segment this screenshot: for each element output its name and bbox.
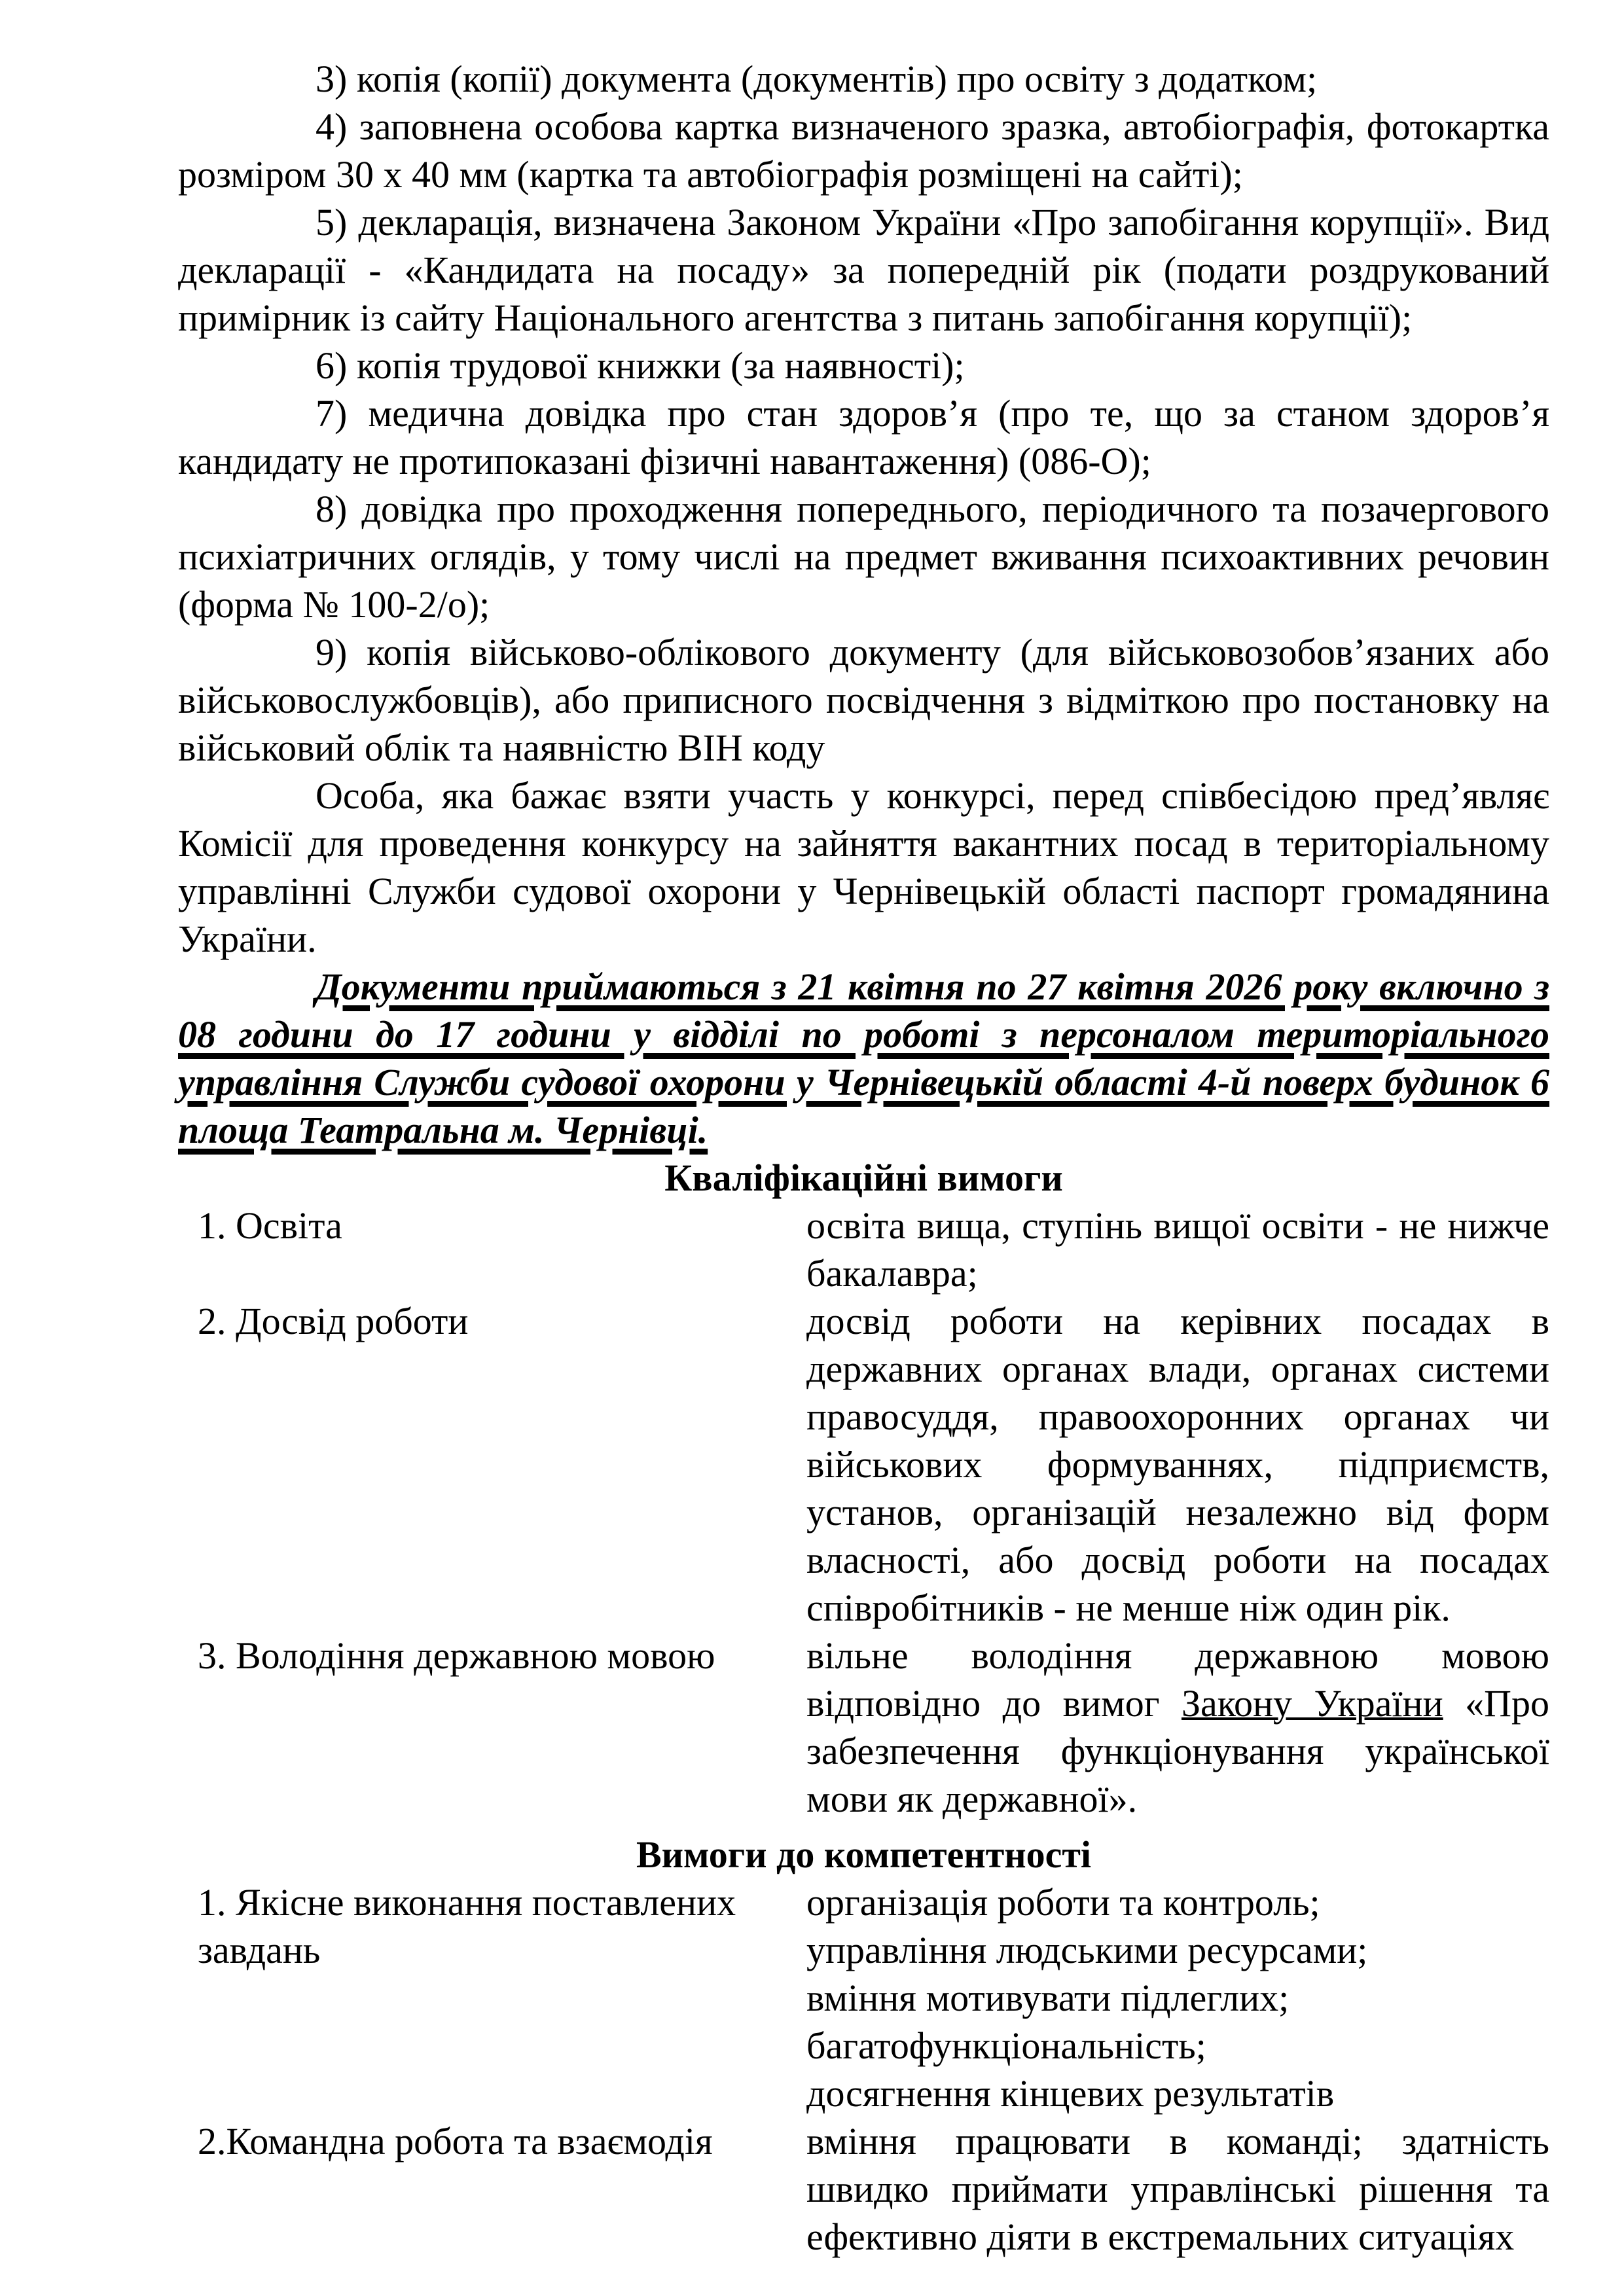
- table-row: [178, 1202, 1549, 1297]
- qualification-row-language-value: [806, 1632, 1549, 1823]
- competence-row-teamwork-value: вміння працювати в команді; здатність швидко приймати управлінські рішення та ефективно діяти в екстремальних ситуаціях: [806, 2120, 1549, 2258]
- table-row: [178, 1297, 1549, 1632]
- paragraph-applicant-info: Особа, яка бажає взяти участь у конкурсі, перед співбесідою пред’являє Комісії для проведення конкурсу на зайняття вакантних посад в територіальному управлінні Служби судової охорони у Чернівецькій області паспорт громадянина України.: [178, 774, 1549, 960]
- competence-quality-line: управління людськими ресурсами;: [806, 1929, 1368, 1971]
- documents-acceptance-notice: Документи приймаються з 21 квітня по 27 квітня 2026 року включно з 08 години до 17 години у відділі по роботі з персоналом територіального управління Служби судової охорони у Чернівецькій області 4-й поверх будинок 6 площа Театральна м. Чернівці.: [178, 965, 1549, 1151]
- paragraph-item-7: 7) медична довідка про стан здоров’я (про те, що за станом здоров’я кандидату не протипоказані фізичні навантаження) (086-О);: [178, 392, 1549, 482]
- competence-quality-line: багатофункціональність;: [806, 2024, 1206, 2067]
- competence-quality-line: організація роботи та контроль;: [806, 1881, 1320, 1924]
- law-of-ukraine-underlined-reference: Закону України: [1181, 1682, 1443, 1725]
- paragraph-item-5: 5) декларація, визначена Законом України «Про запобігання корупції». Вид декларації - «Кандидата на посаду» за попередній рік (подати роздрукований примірник із сайту Національного агентства з питань запобігання корупції);: [178, 201, 1549, 339]
- qualification-row-experience-label: 2. Досвід роботи: [198, 1300, 469, 1342]
- competence-row-quality-value: [806, 1878, 1549, 2117]
- paragraph-item-8: 8) довідка про проходження попереднього, періодичного та позачергового психіатричних оглядів, у тому числі на предмет вживання психоактивних речовин (форма № 100-2/о);: [178, 488, 1549, 626]
- competence-row-quality-label: 1. Якісне виконання поставлених завдань: [198, 1881, 736, 1971]
- qualification-row-education-value: освіта вища, ступінь вищої освіти - не нижче бакалавра;: [806, 1204, 1549, 1295]
- table-row: [178, 1878, 1549, 2117]
- competence-quality-line: досягнення кінцевих результатів: [806, 2072, 1335, 2115]
- language-value-after: «Про забезпечення функціонування української мови як державної».: [806, 1682, 1549, 1820]
- qualification-row-language-label: 3. Володіння державною мовою: [198, 1634, 715, 1677]
- qualification-requirements-heading: Кваліфікаційні вимоги: [664, 1157, 1063, 1199]
- paragraph-item-6: 6) копія трудової книжки (за наявності);: [316, 344, 965, 387]
- competence-requirements-heading: Вимоги до компетентності: [636, 1833, 1092, 1876]
- table-row: [178, 1632, 1549, 1823]
- language-value-before: вільне володіння державною мовою відповідно до вимог: [806, 1634, 1549, 1725]
- qualification-row-education-label: 1. Освіта: [198, 1204, 342, 1247]
- table-row: [178, 2117, 1549, 2261]
- paragraph-item-9: 9) копія військово-облікового документу (для військовозобов’язаних або військовослужбовців), або приписного посвідчення з відміткою про постановку на військовий облік та наявністю ВІН коду: [178, 631, 1549, 769]
- paragraph-item-3: 3) копія (копії) документа (документів) про освіту з додатком;: [316, 58, 1318, 100]
- qualification-requirements-table: [178, 1202, 1549, 1823]
- paragraph-item-4: 4) заповнена особова картка визначеного зразка, автобіографія, фотокартка розміром 30 х 40 мм (картка та автобіографія розміщені на сайті);: [178, 105, 1549, 196]
- qualification-row-experience-value: досвід роботи на керівних посадах в державних органах влади, органах системи правосуддя, правоохоронних органах чи військових формуваннях, підприємств, установ, організацій незалежно від форм власності, або досвід роботи на посадах співробітників - не менше ніж один рік.: [806, 1300, 1549, 1629]
- competence-quality-line: вміння мотивувати підлеглих;: [806, 1977, 1290, 2019]
- competence-requirements-table: [178, 1878, 1549, 2261]
- competence-row-teamwork-label: 2.Командна робота та взаємодія: [198, 2120, 713, 2162]
